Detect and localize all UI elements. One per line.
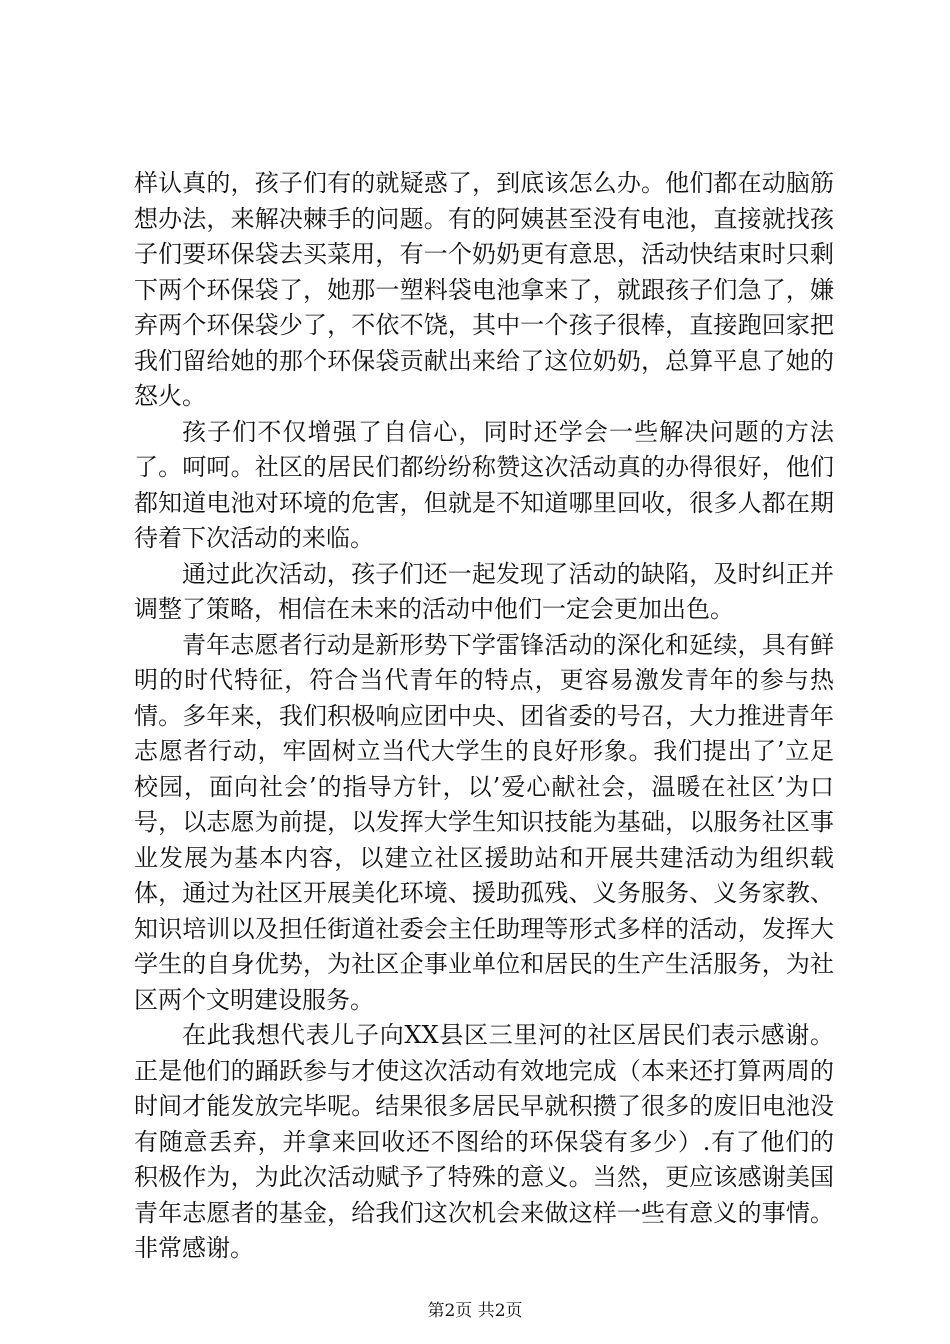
paragraph-confidence: 孩子们不仅增强了自信心，同时还学会一些解决问题的方法了。呵呵。社区的居民们都纷纷称赞这次活动真的办得很好，他们都知道电池对环境的危害，但就是不知道哪里回收，很多人都在期待着下次活动的来临。 bbox=[134, 417, 834, 552]
paragraph-thanks: 在此我想代表儿子向XX县区三里河的社区居民们表示感谢。正是他们的踊跃参与才使这次活动有效地完成（本来还打算两周的时间才能发放完毕呢。结果很多居民早就积攒了很多的废旧电池没有随意丢弃，并拿来回收还不图给的环保袋有多少）.有了他们的积极作为，为此次活动赋予了特殊的意义。当然，更应该感谢美国青年志愿者的基金，给我们这次机会来做这样一些有意义的事情。非常感谢。 bbox=[134, 1021, 834, 1262]
paragraph-volunteer-action: 青年志愿者行动是新形势下学雷锋活动的深化和延续，具有鲜明的时代特征，符合当代青年的特点，更容易激发青年的参与热情。多年来，我们积极响应团中央、团省委的号召，大力推进青年志愿者行动，牢固树立当代大学生的良好形象。我们提出了’立足校园，面向社会’的指导方针，以’爱心献社会，温暖在社区’为口号，以志愿为前提，以发挥大学生知识技能为基础，以服务社区事业发展为基本内容，以建立社区援助站和开展共建活动为组织载体，通过为社区开展美化环境、援助孤残、义务服务、义务家教、知识培训以及担任街道社委会主任助理等形式多样的活动，发挥大学生的自身优势，为社区企事业单位和居民的生产生活服务，为社区两个文明建设服务。 bbox=[134, 630, 834, 1014]
paragraph-continuation: 样认真的，孩子们有的就疑惑了，到底该怎么办。他们都在动脑筋想办法，来解决棘手的问题。有的阿姨甚至没有电池，直接就找孩子们要环保袋去买菜用，有一个奶奶更有意思，活动快结束时只剩下两个环保袋了，她那一塑料袋电池拿来了，就跟孩子们急了，嫌弃两个环保袋少了，不依不饶，其中一个孩子很棒，直接跑回家把我们留给她的那个环保袋贡献出来给了这位奶奶，总算平息了她的怒火。 bbox=[134, 169, 834, 410]
page-footer: 第2页 共2页 bbox=[427, 1301, 523, 1321]
document-body bbox=[134, 166, 834, 1267]
paragraph-reflection: 通过此次活动，孩子们还一起发现了活动的缺陷，及时纠正并调整了策略，相信在未来的活动中他们一定会更加出色。 bbox=[134, 559, 834, 623]
